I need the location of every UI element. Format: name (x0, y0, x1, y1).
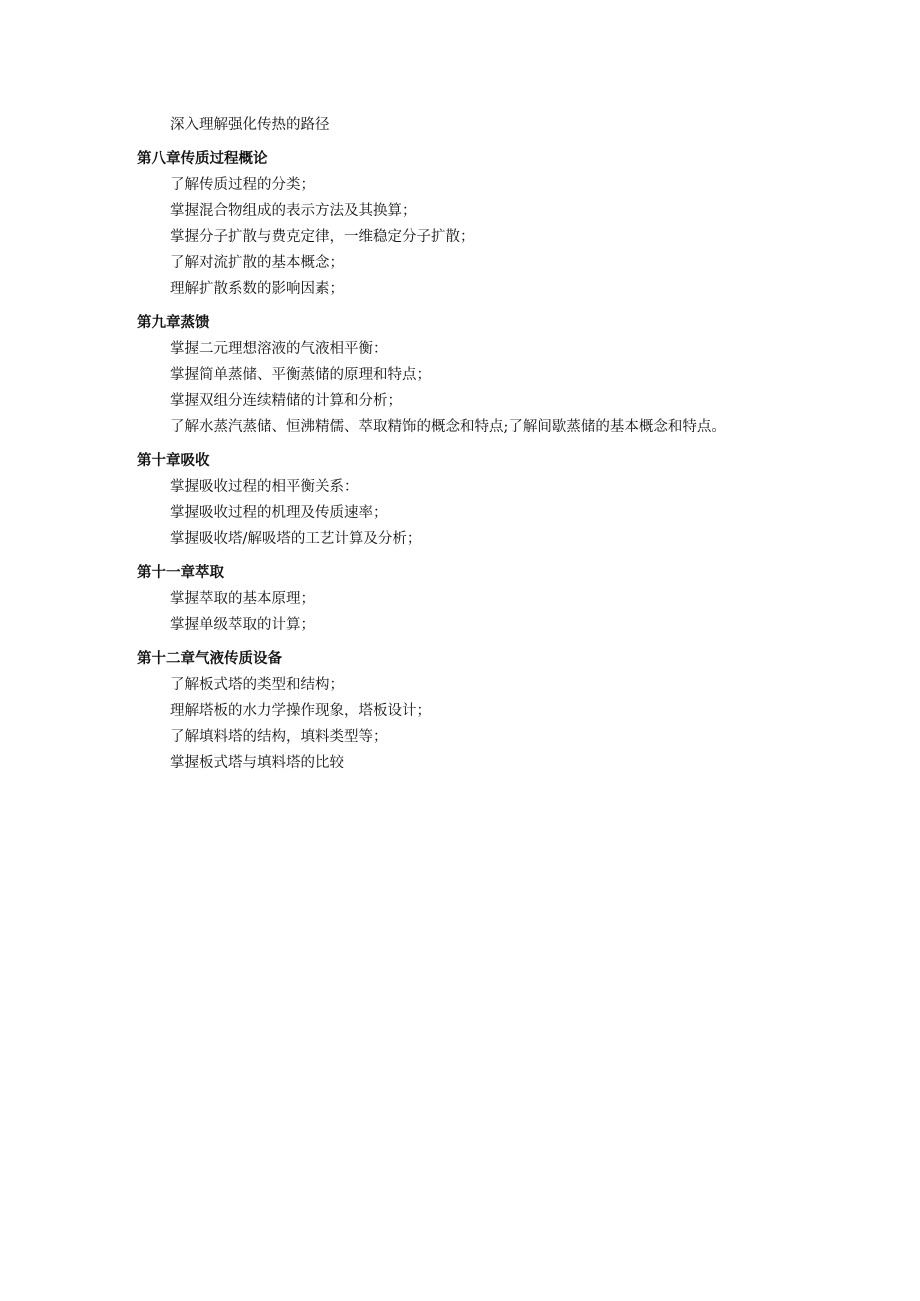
list-item: 掌握分子扩散与费克定律，一维稳定分子扩散； (170, 229, 475, 245)
chapter-heading: 第十二章气液传质设备 (137, 651, 282, 667)
chapter-heading: 第十章吸收 (137, 453, 210, 469)
list-item: 掌握吸收塔/解吸塔的工艺计算及分析； (170, 531, 422, 547)
section-heat-transfer-tail (137, 112, 837, 138)
document-body (137, 112, 837, 776)
list-item: 掌握混合物组成的表示方法及其换算； (170, 203, 417, 219)
section-chapter-11 (137, 560, 837, 638)
chapter-heading: 第十一章萃取 (137, 565, 224, 581)
list-item: 了解对流扩散的基本概念； (170, 255, 344, 271)
list-item: 理解塔板的水力学操作现象，塔板设计； (170, 703, 431, 719)
list-item: 掌握二元理想溶液的气液相平衡： (170, 341, 388, 357)
list-item: 掌握板式塔与填料塔的比较 (170, 755, 344, 771)
list-item: 掌握简单蒸储、平衡蒸储的原理和特点； (170, 367, 431, 383)
list-item: 了解水蒸汽蒸储、恒沸精儒、萃取精饰的概念和特点;了解间歇蒸储的基本概念和特点。 (170, 419, 726, 435)
section-chapter-12 (137, 646, 837, 776)
list-item: 掌握吸收过程的相平衡关系： (170, 479, 359, 495)
list-item: 了解传质过程的分类； (170, 177, 315, 193)
list-item: 了解板式塔的类型和结构； (170, 677, 344, 693)
chapter-heading: 第八章传质过程概论 (137, 151, 268, 167)
list-item: 掌握单级萃取的计算； (170, 617, 315, 633)
list-item: 理解扩散系数的影响因素； (170, 281, 344, 297)
list-item: 了解填料塔的结构，填料类型等； (170, 729, 388, 745)
list-item: 掌握吸收过程的机理及传质速率； (170, 505, 388, 521)
section-chapter-10 (137, 448, 837, 552)
chapter-heading: 第九章蒸馈 (137, 315, 210, 331)
list-item: 深入理解强化传热的路径 (170, 117, 330, 133)
list-item: 掌握萃取的基本原理； (170, 591, 315, 607)
section-chapter-8 (137, 146, 837, 302)
section-chapter-9 (137, 310, 837, 440)
list-item: 掌握双组分连续精储的计算和分析； (170, 393, 402, 409)
